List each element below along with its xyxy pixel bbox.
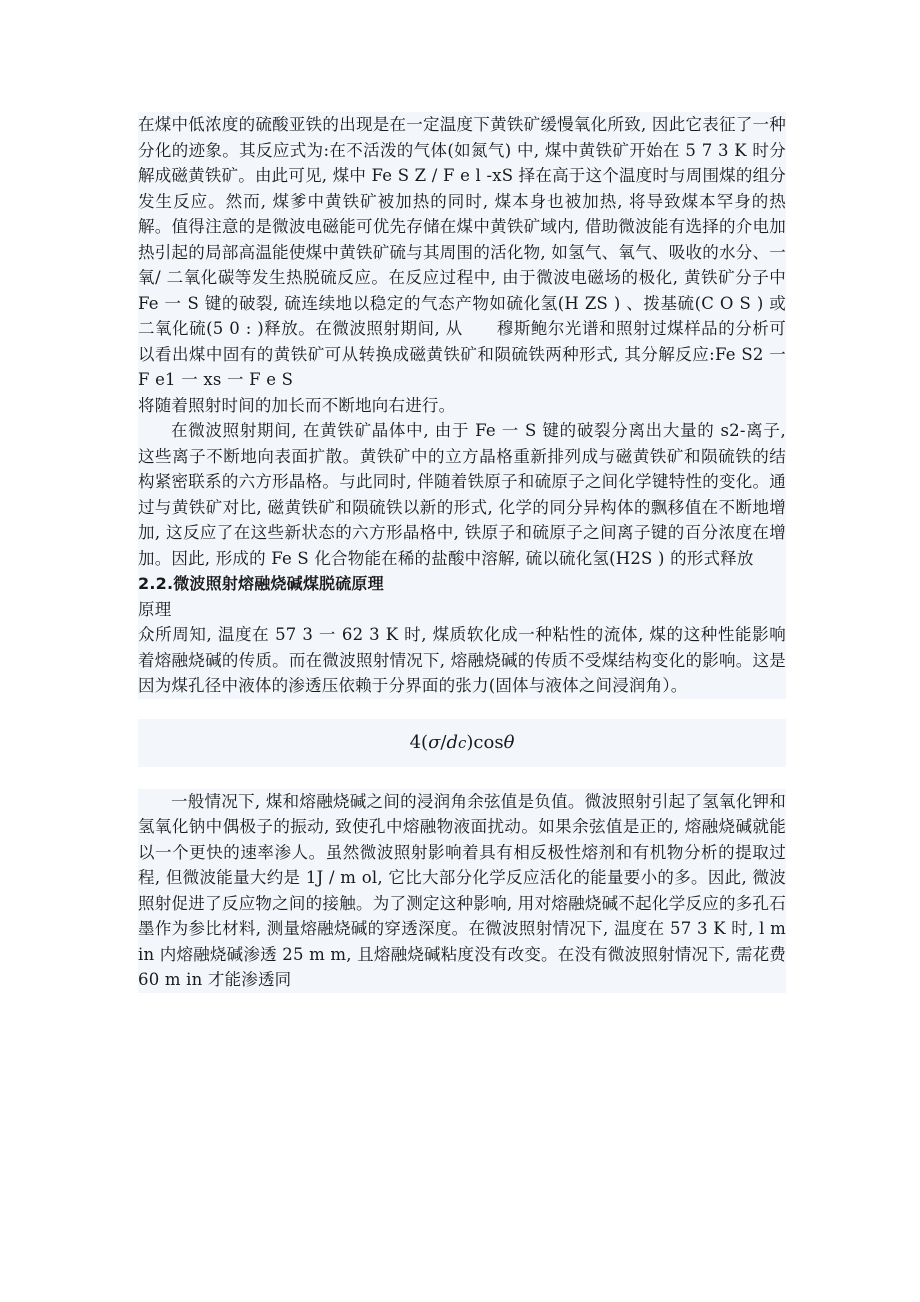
document-page [138, 112, 786, 993]
formula-paren-close: ) [466, 732, 474, 753]
text-block-2 [138, 789, 786, 993]
paragraph: 一般情况下, 煤和熔融烧碱之间的浸润角余弦值是负值。微波照射引起了氢氧化钾和氢氧化钠中偶极子的振动, 致使孔中熔融物液面扰动。如果余弦值是正的, 熔融烧碱就能以一个更快的速率渗人。虽然微波照射影响着具有相反极性熔剂和有机物分析的提取过程, 但微波能量大约是 1J / m ol, 它比大部分化学反应活化的能量要小的多。因此, 微波照射促进了反应物之间的接触。为了测定这种影响, 用对熔融烧碱不起化学反应的多孔石墨作为参比材料, 测量熔融烧碱的穿透深度。在微波照射情况下, 温度在 57 3 K 时, l m in 内熔融烧碱渗透 25 m m, 且熔融烧碱粘度没有改变。在没有微波照射情况下, 需花费 60 m in 才能渗透同 [138, 791, 786, 989]
formula-d: d [446, 732, 458, 753]
formula-coefficient: 4 [409, 732, 422, 753]
formula-paren-open: ( [421, 732, 429, 753]
formula [138, 719, 786, 767]
formula-subscript: c [457, 733, 467, 752]
subheading: 原理 [138, 599, 172, 619]
formula-sigma: σ [428, 732, 441, 753]
text-block-1 [138, 112, 786, 699]
paragraph: 将随着照射时间的加长而不断地向右进行。 [138, 395, 456, 415]
paragraph: 在微波照射期间, 在黄铁矿晶体中, 由于 Fe 一 S 键的破裂分离出大量的 s2-离子, 这些离子不断地向表面扩散。黄铁矿中的立方晶格重新排列成与磁黄铁矿和陨硫铁的结构紧密联系的六方形晶格。与此同时, 伴随着铁原子和硫原子之间化学键特性的变化。通过与黄铁矿对比, 磁黄铁矿和陨硫铁以新的形式, 化学的同分异构体的飘移值在不断地增加, 这反应了在这些新状态的六方形晶格中, 铁原子和硫原子之间离子键的百分浓度在增加。因此, 形成的 Fe S 化合物能在稀的盐酸中溶解, 硫以硫化氢(H2S ) 的形式释放 [138, 421, 786, 568]
paragraph: 在煤中低浓度的硫酸亚铁的出现是在一定温度下黄铁矿缓慢氧化所致, 因此它表征了一种分化的迹象。其反应式为:在不活泼的气体(如氮气) 中, 煤中黄铁矿开始在 5 7 3 K 时分解成磁黄铁矿。由此可见, 煤中 Fe S Z / F e l -xS 择在高于这个温度时与周围煤的组分发生反应。然而, 煤爹中黄铁矿被加热的同时, 煤本身也被加热, 将导致煤本罕身的热解。值得注意的是微波电磁能可优先存储在煤中黄铁矿域内, 借助微波能有选择的介电加热引起的局部高温能使煤中黄铁矿硫与其周围的活化物, 如氢气、氧气、吸收的水分、一氧/ 二氧化碳等发生热脱硫反应。在反应过程中, 由于微波电磁场的极化, 黄铁矿分子中 Fe 一 S 键的破裂, 硫连续地以稳定的气态产物如硫化氢(H ZS ) 、拨基硫(C O S ) 或二氧化硫(5 0 : )释放。在微波照射期间, 从 穆斯鲍尔光谱和照射过煤样品的分析可以看出煤中固有的黄铁矿可从转换成磁黄铁矿和陨硫铁两种形式, 其分解反应:Fe S2 一 F e1 一 xs 一 F e S [138, 115, 786, 389]
section-heading: 2.2.微波照射熔融烧碱煤脱硫原理 [138, 574, 384, 593]
formula-cos: cos [473, 732, 504, 753]
formula-theta: θ [503, 732, 515, 753]
paragraph: 众所周知, 温度在 57 3 一 62 3 K 时, 煤质软化成一种粘性的流体, 煤的这种性能影响着熔融烧碱的传质。而在微波照射情况下, 熔融烧碱的传质不受煤结构变化的影响。这是因为煤孔径中液体的渗透压依赖于分界面的张力(固体与液体之间浸润角）。 [138, 625, 786, 695]
formula-slash: / [440, 732, 447, 753]
